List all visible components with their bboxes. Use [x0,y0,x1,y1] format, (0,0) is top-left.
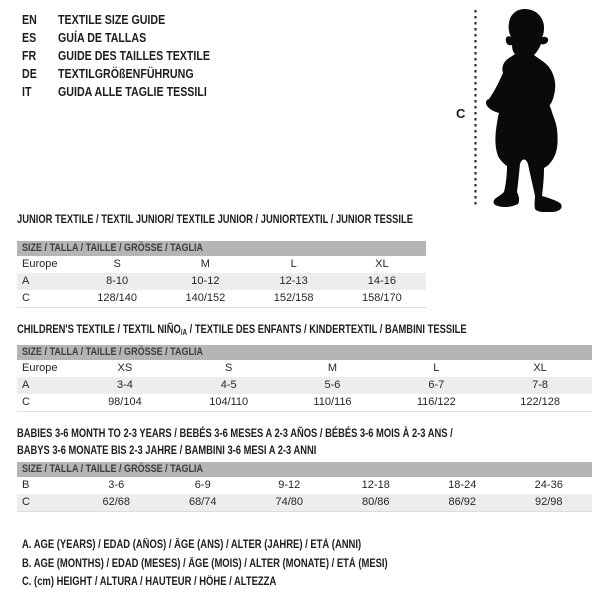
language-row-fr [22,47,243,65]
column-header: XL [375,258,389,270]
junior-section-title-text: JUNIOR TEXTILE / TEXTIL JUNIOR/ TEXTILE JUNIOR / JUNIORTEXTIL / JUNIOR TESSILE [17,212,413,226]
babies-title-line2: BABYS 3-6 MONATE BIS 2-3 JAHRE / BAMBINI 3-6 MESI A 2-3 ANNI [17,443,317,457]
column-header: M [200,258,210,270]
note-c-text: C. (cm) HEIGHT / ALTURA / HAUTEUR / HÖHE / ALTEZZA [22,576,277,588]
children-title-part2: / TEXTILE DES ENFANTS / KINDERTEXTIL / BAMBINI TESSILE [187,322,467,336]
language-code-text: DE [22,66,37,81]
table-row-a [17,377,592,394]
language-title-list [22,11,243,101]
children-title-subscript: /A [180,328,188,337]
cell-value: 98/104 [108,396,142,408]
language-code [22,47,58,65]
cell-value: 7-8 [532,379,549,391]
cell-value: 9-12 [278,479,301,491]
note-a [22,536,468,555]
language-row-en [22,11,243,29]
cell-value: 14-16 [367,275,396,287]
table-row-a [17,273,426,290]
size-header-bar [17,462,592,477]
cell-value: 3-6 [108,479,125,491]
language-title: GUIDE DES TAILLES TEXTILE [58,48,211,63]
cell-value: 86/92 [448,496,477,508]
junior-size-table [17,241,426,308]
cell-value: 12-13 [279,275,308,287]
size-header-text: SIZE / TALLA / TAILLE / GRÖSSE / TAGLIA [22,463,204,475]
size-header-bar [17,241,426,256]
table-row-columns [17,256,426,273]
children-section-title-text [17,322,467,337]
size-header-text: SIZE / TALLA / TAILLE / GRÖSSE / TAGLIA [22,242,204,254]
size-header-bar [17,345,592,360]
column-header: L [433,362,440,374]
cell-value: 158/170 [361,292,402,304]
table-row-c [17,290,426,307]
junior-section-title [17,212,525,226]
language-code [22,11,58,29]
children-size-table [17,345,592,412]
cell-value: 92/98 [534,496,563,508]
region-label: Europe [22,258,58,270]
region-label: Europe [22,362,58,374]
language-code [22,65,58,83]
table-row-c [17,394,592,411]
table-row-columns [17,360,592,377]
column-header: S [225,362,233,374]
column-header: M [327,362,338,374]
cell-value: 116/122 [416,396,456,408]
row-label: A [22,379,30,391]
babies-title-line1: BABIES 3-6 MONTH TO 2-3 YEARS / BEBÉS 3-6 MESES A 2-3 AÑOS / BÉBÉS 3-6 MOIS À 2-3 ANS / [17,426,453,440]
row-label: C [22,496,30,508]
column-header: S [113,258,121,270]
baby-figure [470,6,600,212]
row-label: A [22,275,30,287]
language-code-text: FR [22,48,37,63]
row-label: B [22,479,30,491]
language-row-de [22,65,243,83]
table-row-b [17,477,592,494]
size-header-text: SIZE / TALLA / TAILLE / GRÖSSE / TAGLIA [22,346,204,358]
language-code [22,83,58,101]
cell-value: 6-9 [194,479,211,491]
babies-title-line2-row [17,442,576,459]
language-code-text: ES [22,30,37,45]
cell-value: 68/74 [188,496,217,508]
note-b-text: B. AGE (MONTHS) / EDAD (MESES) / ÂGE (MOIS) / ALTER (MONATE) / ETÀ (MESI) [22,557,388,570]
language-title: GUÍA DE TALLAS [58,30,147,45]
row-label: C [22,396,30,408]
language-row-it [22,83,243,101]
cell-value: 5-6 [324,379,341,391]
cell-value: 8-10 [106,275,129,287]
babies-section-title [17,425,576,459]
cell-value: 74/80 [275,496,304,508]
cell-value: 10-12 [191,275,220,287]
language-code-text: IT [22,84,32,99]
cell-value: 62/68 [102,496,131,508]
note-b [22,555,468,574]
cell-value: 128/140 [97,292,137,304]
cell-value: 140/152 [185,292,226,304]
children-title-part1: CHILDREN'S TEXTILE / TEXTIL NIÑO [17,322,181,336]
language-title: TEXTILE SIZE GUIDE [58,12,166,27]
cell-value: 3-4 [116,379,133,391]
note-c [22,573,468,592]
cell-value: 152/158 [273,292,314,304]
row-label: C [22,292,30,304]
babies-title-line1-row [17,425,576,442]
language-title: GUIDA ALLE TAGLIE TESSILI [58,84,207,99]
babies-size-table [17,462,592,512]
language-title: TEXTILGRÖßENFÜHRUNG [58,66,194,81]
column-header: L [290,258,297,270]
language-code [22,29,58,47]
cell-value: 80/86 [361,496,390,508]
legend-notes [22,536,468,592]
baby-silhouette-graphic [470,6,600,212]
cell-value: 12-18 [361,479,390,491]
cell-value: 4-5 [220,379,237,391]
note-a-text: A. AGE (YEARS) / EDAD (AÑOS) / ÂGE (ANS) / ALTER (JAHRE) / ETÀ (ANNI) [22,539,362,551]
language-row-es [22,29,243,47]
cell-value: 24-36 [534,479,563,491]
cell-value: 110/116 [313,396,352,408]
height-measure-label: C [456,106,466,121]
language-code-text: EN [22,12,37,27]
cell-value: 104/110 [209,396,249,408]
children-section-title [17,322,593,337]
column-header: XS [117,362,133,374]
baby-silhouette-path [486,9,562,212]
cell-value: 122/128 [520,396,560,408]
cell-value: 18-24 [448,479,477,491]
table-row-c [17,494,592,511]
column-header: XL [533,362,547,374]
cell-value: 6-7 [428,379,445,391]
